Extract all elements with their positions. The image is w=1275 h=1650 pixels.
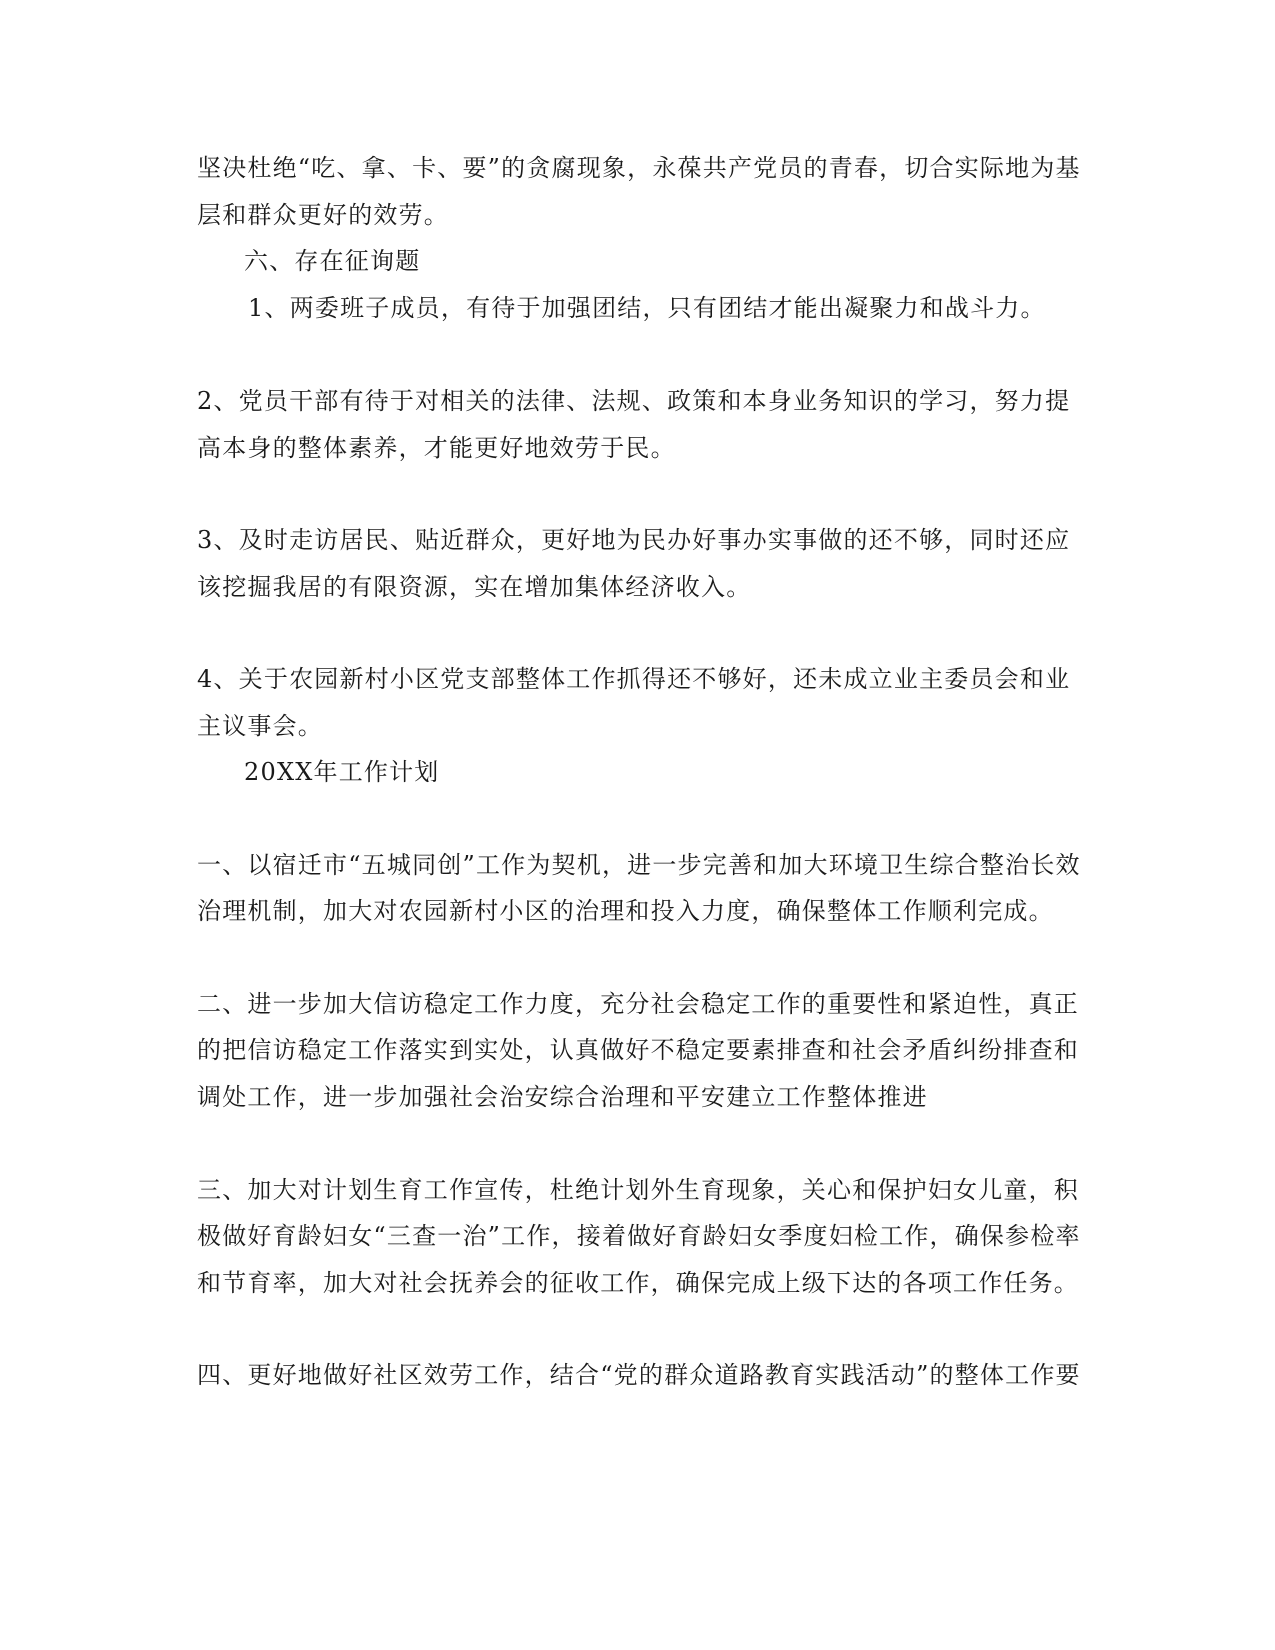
list-item: 一、以宿迁市“五城同创”工作为契机，进一步完善和加大环境卫生综合整治长效: [197, 851, 1081, 879]
text-line: 该挖掘我居的有限资源，实在增加集体经济收入。: [197, 573, 752, 601]
text-line: 高本身的整体素养，才能更好地效劳于民。: [197, 434, 676, 462]
text-line: 的把信访稳定工作落实到实处，认真做好不稳定要素排查和社会矛盾纠纷排查和: [197, 1036, 1079, 1064]
text-line: 和节育率，加大对社会抚养会的征收工作，确保完成上级下达的各项工作任务。: [197, 1269, 1079, 1297]
list-item: 4、关于农园新村小区党支部整体工作抓得还不够好，还未成立业主委员会和业: [197, 665, 1071, 693]
text-line: 层和群众更好的效劳。: [197, 201, 449, 229]
list-item: 1、两委班子成员，有待于加强团结，只有团结才能出凝聚力和战斗力。: [248, 294, 1046, 322]
text-line: 极做好育龄妇女“三查一治”工作，接着做好育龄妇女季度妇检工作，确保参检率: [197, 1222, 1081, 1250]
list-item: 3、及时走访居民、贴近群众，更好地为民办好事办实事做的还不够，同时还应: [197, 526, 1071, 554]
text-line: 主议事会。: [197, 712, 323, 740]
text-line: 坚决杜绝“吃、拿、卡、要”的贪腐现象，永葆共产党员的青春，切合实际地为基: [197, 154, 1081, 182]
list-item: 二、进一步加大信访稳定工作力度，充分社会稳定工作的重要性和紧迫性，真正: [197, 990, 1079, 1018]
text-line: 治理机制，加大对农园新村小区的治理和投入力度，确保整体工作顺利完成。: [197, 897, 1054, 925]
list-item: 2、党员干部有待于对相关的法律、法规、政策和本身业务知识的学习，努力提: [197, 387, 1071, 415]
text-line: 调处工作，进一步加强社会治安综合治理和平安建立工作整体推进: [197, 1083, 928, 1111]
section-heading: 20XX年工作计划: [244, 758, 440, 786]
list-item: 四、更好地做好社区效劳工作，结合“党的群众道路教育实践活动”的整体工作要: [197, 1361, 1081, 1389]
list-item: 三、加大对计划生育工作宣传，杜绝计划外生育现象，关心和保护妇女儿童，积: [197, 1176, 1079, 1204]
section-heading: 六、存在征询题: [244, 247, 421, 275]
